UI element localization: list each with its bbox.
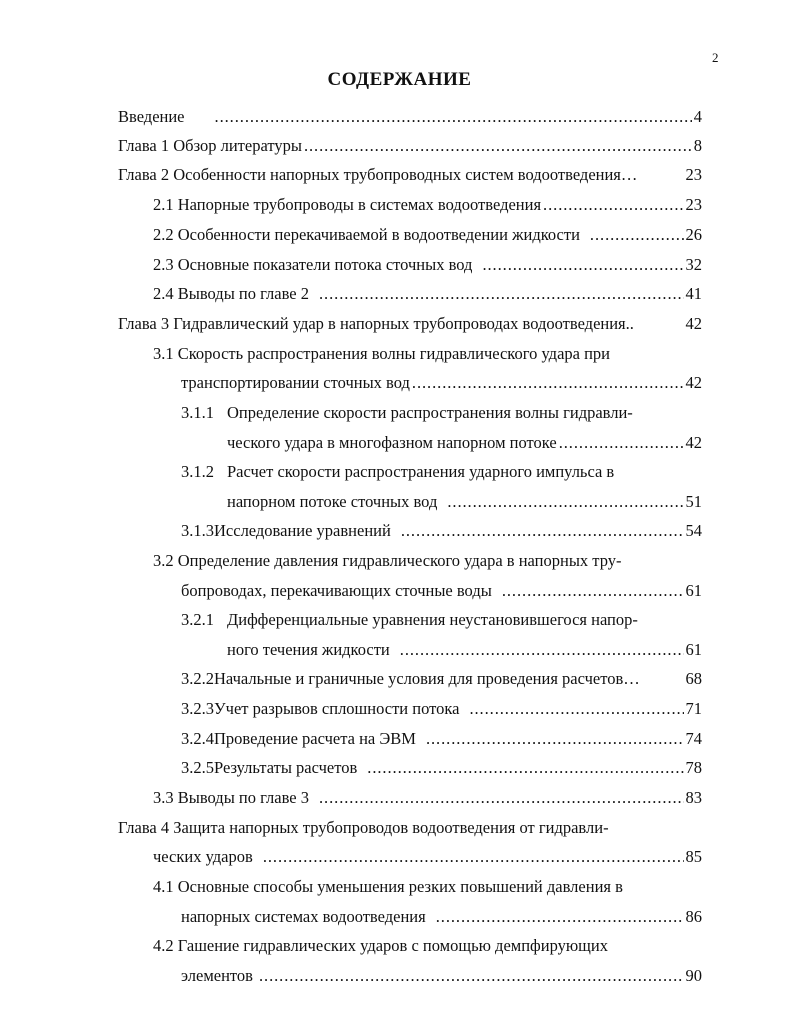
toc-entry-label: 3.3 Выводы по главе 3 xyxy=(153,788,309,807)
toc-entry-page: 4 xyxy=(693,107,702,126)
leader-dots xyxy=(304,135,692,157)
toc-entry-3-2-line1[interactable]: 3.2 Определение давления гидравлического удара в напорных тру- xyxy=(153,551,622,570)
toc-entry-number: 3.2.5 xyxy=(181,758,214,777)
toc-entry-chapter-2[interactable] xyxy=(118,164,702,186)
toc-entry-page: 85 xyxy=(685,847,702,866)
toc-entry-number: 3.1.2 xyxy=(181,462,214,481)
toc-entry-number: 3.2.2 xyxy=(181,669,214,688)
toc-entry-chapter-4-line1[interactable]: Глава 4 Защита напорных трубопроводов водоотведения от гидравли- xyxy=(118,818,609,837)
toc-entry-4-1-line1[interactable]: 4.1 Основные способы уменьшения резких повышений давления в xyxy=(153,877,623,896)
leader-dots xyxy=(401,520,684,542)
toc-entry-2-2[interactable] xyxy=(153,224,702,246)
toc-entry-4-2-line1[interactable]: 4.2 Гашение гидравлических ударов с помощью демпфирующих xyxy=(153,936,608,955)
toc-entry-chapter-4[interactable] xyxy=(153,846,702,868)
toc-entry-page: 26 xyxy=(685,225,702,244)
toc-entry-3-1-3[interactable] xyxy=(181,520,702,542)
toc-entry-3-2-1[interactable] xyxy=(227,639,702,661)
toc-entry-label: Начальные и граничные условия для проведения расчетов… xyxy=(214,669,640,688)
leader-dots xyxy=(259,965,684,987)
toc-entry-page: 61 xyxy=(685,581,702,600)
toc-entry-label: Проведение расчета на ЭВМ xyxy=(214,729,416,748)
toc-entry-label: Расчет скорости распространения ударного импульса в xyxy=(227,462,615,481)
toc-entry-label: Глава 1 Обзор литературы xyxy=(118,136,302,155)
toc-entry-label: Учет разрывов сплошности потока xyxy=(214,699,460,718)
toc-entry-label: ного течения жидкости xyxy=(227,640,390,659)
toc-entry-page: 42 xyxy=(685,314,702,333)
toc-entry-number: 3.2.4 xyxy=(181,729,214,748)
toc-entry-4-1[interactable] xyxy=(181,906,702,928)
toc-entry-page: 78 xyxy=(685,758,702,777)
toc-entry-page: 90 xyxy=(685,966,702,985)
toc-entry-3-3[interactable] xyxy=(153,787,702,809)
page-number: 2 xyxy=(712,50,719,65)
toc-entry-page: 42 xyxy=(685,433,702,452)
toc-entry-label: Результаты расчетов xyxy=(214,758,358,777)
toc-entry-page: 71 xyxy=(685,699,702,718)
toc-entry-page: 41 xyxy=(685,284,702,303)
toc-entry-3-1-2[interactable] xyxy=(227,491,702,513)
leader-dots xyxy=(447,491,683,513)
toc-entry-label: напорных системах водоотведения xyxy=(181,907,426,926)
leader-dots xyxy=(215,106,692,128)
toc-entry-page: 74 xyxy=(685,729,702,748)
leader-dots xyxy=(436,906,684,928)
toc-entry-label: ческого удара в многофазном напорном потоке xyxy=(227,433,557,452)
leader-dots xyxy=(400,639,684,661)
toc-entry-label: Исследование уравнений xyxy=(214,521,391,540)
toc-entry-3-1[interactable] xyxy=(181,372,702,394)
leader-dots xyxy=(319,787,684,809)
toc-entry-number: 3.1.1 xyxy=(181,403,214,422)
toc-entry-number: 3.2.3 xyxy=(181,699,214,718)
toc-entry-page: 42 xyxy=(685,373,702,392)
toc-entry-4-2[interactable] xyxy=(181,965,702,987)
toc-entry-chapter-3[interactable] xyxy=(118,313,702,335)
toc-entry-3-2-3[interactable] xyxy=(181,698,702,720)
toc-entry-label: Определение скорости распространения волны гидравли- xyxy=(227,403,633,422)
toc-entry-page: 23 xyxy=(685,195,702,214)
toc-entry-3-2-4[interactable] xyxy=(181,728,702,750)
toc-entry-label: элементов xyxy=(181,966,253,985)
leader-dots xyxy=(559,432,684,454)
toc-entry-label: напорном потоке сточных вод xyxy=(227,492,438,511)
toc-entry-page: 61 xyxy=(685,640,702,659)
toc-entry-3-1-1[interactable] xyxy=(227,432,702,454)
toc-entry-3-1-2-line1[interactable] xyxy=(181,461,614,483)
toc-entry-3-2-2[interactable] xyxy=(181,668,702,690)
toc-entry-3-1-line1[interactable]: 3.1 Скорость распространения волны гидравлического удара при xyxy=(153,344,610,363)
leader-dots xyxy=(590,224,684,246)
toc-entry-page: 8 xyxy=(693,136,702,155)
toc-entry-page: 32 xyxy=(685,255,702,274)
toc-entry-label: 2.4 Выводы по главе 2 xyxy=(153,284,309,303)
leader-dots xyxy=(482,254,683,276)
toc-entry-label: Глава 2 Особенности напорных трубопроводных систем водоотведения… xyxy=(118,165,638,184)
toc-entry-label: 2.2 Особенности перекачиваемой в водоотведении жидкости xyxy=(153,225,580,244)
toc-title: СОДЕРЖАНИЕ xyxy=(327,69,472,90)
toc-entry-chapter-1[interactable] xyxy=(118,135,702,157)
toc-entry-2-4[interactable] xyxy=(153,283,702,305)
toc-entry-page: 54 xyxy=(685,521,702,540)
toc-entry-page: 86 xyxy=(685,907,702,926)
toc-entry-page: 68 xyxy=(685,669,702,688)
toc-entry-label: ческих ударов xyxy=(153,847,253,866)
leader-dots xyxy=(426,728,684,750)
leader-dots xyxy=(469,698,683,720)
leader-dots xyxy=(502,580,684,602)
toc-entry-3-2-5[interactable] xyxy=(181,757,702,779)
toc-entry-label: 2.3 Основные показатели потока сточных вод xyxy=(153,255,473,274)
toc-entry-2-1[interactable] xyxy=(153,194,702,216)
toc-entry-page: 23 xyxy=(685,165,702,184)
leader-dots xyxy=(412,372,684,394)
toc-entry-page: 51 xyxy=(685,492,702,511)
toc-entry-label: Введение xyxy=(118,107,185,126)
toc-entry-label: Дифференциальные уравнения неустановившегося напор- xyxy=(227,610,638,629)
toc-entry-label: бопроводах, перекачивающих сточные воды xyxy=(181,581,492,600)
toc-entry-page: 83 xyxy=(685,788,702,807)
toc-entry-label: 2.1 Напорные трубопроводы в системах водоотведения xyxy=(153,195,542,214)
leader-dots xyxy=(367,757,683,779)
toc-entry-number: 3.2.1 xyxy=(181,610,214,629)
toc-entry-3-1-1-line1[interactable] xyxy=(181,402,633,424)
toc-entry-3-2-1-line1[interactable] xyxy=(181,609,638,631)
leader-dots xyxy=(263,846,684,868)
leader-dots xyxy=(543,194,683,216)
toc-entry-3-2[interactable] xyxy=(181,580,702,602)
toc-entry-label: транспортировании сточных вод xyxy=(181,373,410,392)
toc-entry-label: Глава 3 Гидравлический удар в напорных трубопроводах водоотведения.. xyxy=(118,314,634,333)
leader-dots xyxy=(319,283,684,305)
toc-entry-number: 3.1.3 xyxy=(181,521,214,540)
toc-entry-introduction[interactable] xyxy=(118,106,702,128)
toc-entry-2-3[interactable] xyxy=(153,254,702,276)
